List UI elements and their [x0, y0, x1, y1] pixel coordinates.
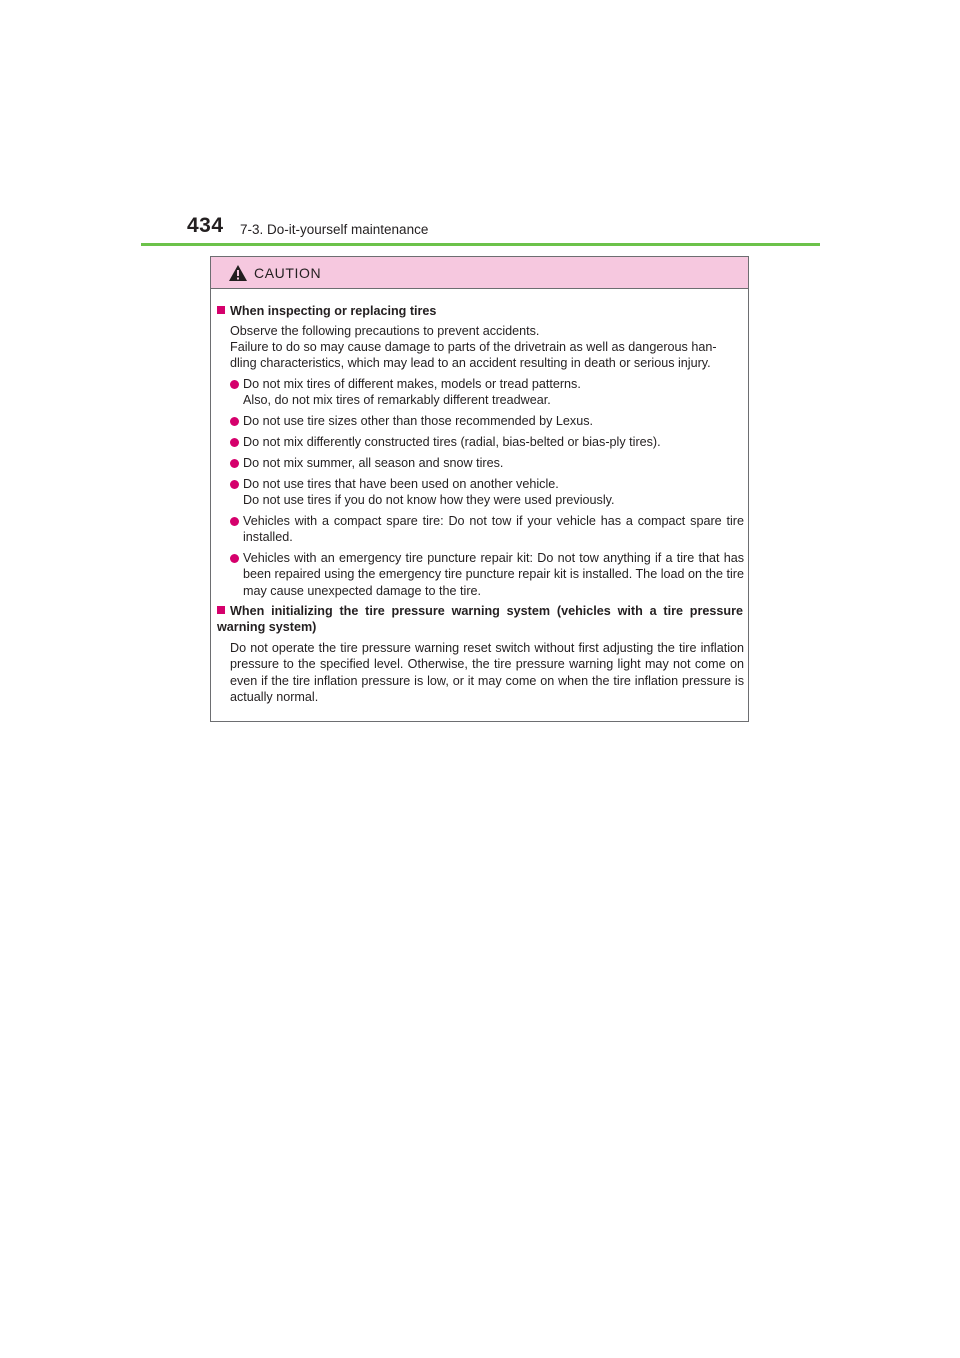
bullet-icon: [230, 480, 239, 489]
bullet-icon: [230, 517, 239, 526]
section-heading: When inspecting or replacing tires: [217, 303, 743, 319]
page-header: [187, 214, 807, 244]
list-item: Vehicles with an emergency tire puncture repair kit: Do not tow anything if a tire that has been repaired using the emergency tire puncture repair kit is installed. The load on the tire may cause unexpected damage to the tire.: [230, 550, 744, 599]
list-item: Vehicles with a compact spare tire: Do not tow if your vehicle has a compact spare tire installed.: [230, 513, 744, 546]
paragraph: Do not operate the tire pressure warning reset switch without first adjusting the tire inflation pressure to the specified level. Otherwise, the tire pressure warning light may not come on even if the tire inflation pressure is low, or it may come on when the tire inflation pressure is actually normal.: [230, 641, 744, 704]
bullet-icon: [230, 380, 239, 389]
header-rule: [141, 243, 820, 246]
list-item: Do not use tire sizes other than those recommended by Lexus.: [230, 413, 744, 429]
square-bullet-icon: [217, 606, 225, 614]
page-number: 434: [187, 214, 224, 237]
caution-label: CAUTION: [254, 265, 322, 281]
square-bullet-icon: [217, 306, 225, 314]
caution-box: [210, 256, 749, 722]
bullet-icon: [230, 438, 239, 447]
intro-line: Failure to do so may cause damage to parts of the drivetrain as well as dangerous han-: [230, 340, 717, 354]
section-heading: When initializing the tire pressure warning system (vehicles with a tire pressure warning system): [217, 604, 743, 635]
list-item: Do not mix tires of different makes, models or tread patterns. Also, do not mix tires of remarkably different treadwear.: [230, 376, 744, 409]
bullet-icon: [230, 417, 239, 426]
intro-line: Observe the following precautions to prevent accidents.: [230, 324, 540, 338]
list-item: Do not mix summer, all season and snow tires.: [230, 455, 744, 471]
intro-line: dling characteristics, which may lead to an accident resulting in death or serious injury.: [230, 356, 711, 370]
list-item: Do not use tires that have been used on another vehicle. Do not use tires if you do not know how they were used previously.: [230, 476, 744, 509]
bullet-icon: [230, 554, 239, 563]
caution-header: [211, 257, 748, 289]
section-title: 7-3. Do-it-yourself maintenance: [240, 222, 429, 237]
warning-triangle-icon: [228, 264, 248, 282]
list-item: Do not mix differently constructed tires (radial, bias-belted or bias-ply tires).: [230, 434, 744, 450]
bullet-icon: [230, 459, 239, 468]
